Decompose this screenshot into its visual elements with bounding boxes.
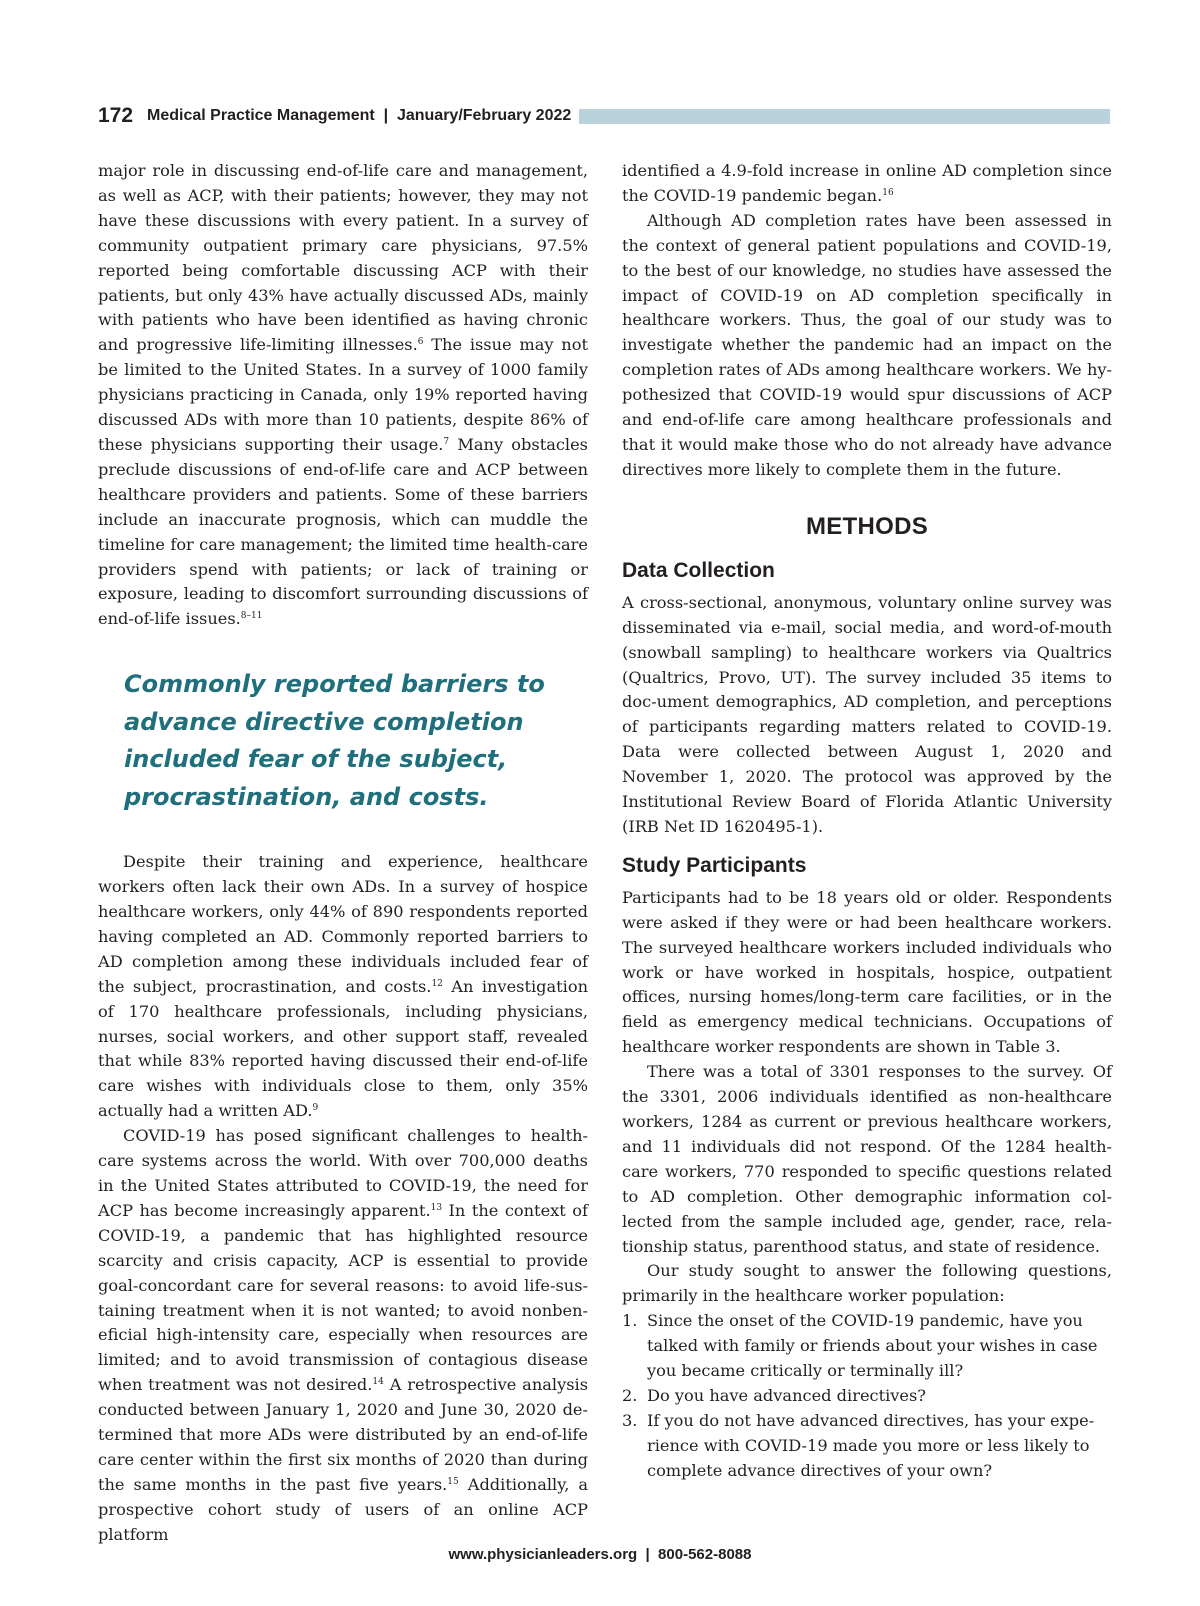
- left-paragraph-3: COVID-19 has posed significant challenges to health-care systems across the world. With over 700,000 deaths in the United States attributed to COVID-19, the need for ACP has become increasingly apparent.$^{13}$ In the context of COVID-19, a pandemic that has highlighted resource scarcity and crisis capacity, ACP is essential to provide goal-concordant care for several reasons: to avoid life-sus-taining treatment when it is not wanted; to avoid nonben-eficial high-intensity care, especially when resources are limited; and to avoid transmission of contagious disease when treatment was not desired.$^{14}$ A retrospective analysis conducted between January 1, 2020 and June 30, 2020 de-termined that more ADs were distributed by an end-of-life care center within the first six months of 2020 than during the same months in the past five years.$^{15}$ Additionally, a prospective cohort study of users of an online ACP platform: [98, 1126, 589, 1544]
- journal-title: Medical Practice Management | January/February 2022: [147, 107, 572, 124]
- page-number: 172: [98, 104, 134, 127]
- methods-heading: METHODS: [805, 512, 929, 540]
- participants-paragraph-1: Participants had to be 18 years old or older. Respondents were asked if they were or had been healthcare workers. The surveyed healthcare workers included individuals who work or have worked in hospitals, hospice, outpatient offices, nursing homes/long-term care facilities, or in the field as emergency medical technicians. Occupations of healthcare worker respondents are shown in Table 3.: [622, 887, 1112, 1057]
- study-participants-heading: Study Participants: [622, 853, 807, 877]
- question-item: 2. Do you have advanced directives?: [622, 1385, 926, 1405]
- question-item: 3. If you do not have advanced directives, has your expe-rience with COVID-19 made you more or less likely to complete advance directives of your own?: [622, 1410, 1095, 1480]
- question-item: 1. Since the onset of the COVID-19 pandemic, have you talked with family or friends about your wishes in case you became critically or terminally ill?: [622, 1311, 1098, 1381]
- participants-paragraph-2: There was a total of 3301 responses to the survey. Of the 3301, 2006 individuals identified as non-healthcare workers, 1284 as current or previous healthcare workers, and 11 individuals did not respond. Of the 1284 health-care workers, 770 responded to specific questions related to AD completion. Other demographic information col-lected from the sample included age, gender, race, rela-tionship status, parenthood status, and state of residence.: [622, 1062, 1112, 1256]
- left-paragraph-2: Despite their training and experience, healthcare workers often lack their own ADs. In a survey of hospice healthcare workers, only 44% of 890 respondents reported having completed an AD. Commonly reported barriers to AD completion among these individuals included fear of the subject, procrastination, and costs.$^{12}$ An investigation of 170 healthcare professionals, including physicians, nurses, social workers, and other support staff, revealed that while 83% reported having discussed their end-of-life care wishes with individuals close to them, only 35% actually had a written AD.$^9$: [98, 852, 589, 1121]
- right-column: [622, 159, 1112, 1484]
- data-collection-heading: Data Collection: [622, 558, 775, 582]
- participants-paragraph-3: Our study sought to answer the following questions, primarily in the healthcare worker population:: [622, 1261, 1112, 1306]
- left-paragraph-1: major role in discussing end-of-life care and management, as well as ACP, with their patients; however, they may not have these discussions with every patient. In a survey of community outpatient primary care physicians, 97.5% reported being comfortable discussing ACP with their patients, but only 43% have actually discussed ADs, mainly with patients who have been identified as having chronic and progressive life-limiting illnesses.$^6$ The issue may not be limited to the United States. In a survey of 1000 family physicians practicing in Canada, only 19% reported having discussed ADs with more than 10 patients, despite 86% of these physicians supporting their usage.$^7$ Many obstacles preclude discussions of end-of-life care and ACP between healthcare providers and patients. Some of these barriers include an inaccurate prognosis, which can muddle the timeline for care management; the limited time health-care providers spend with patients; or lack of training or exposure, leading to discomfort surrounding discussions of end-of-life issues.$^{8-11}$: [98, 161, 588, 629]
- data-collection-paragraph: A cross-sectional, anonymous, voluntary online survey was disseminated via e-mail, social media, and word-of-mouth (snowball sampling) to healthcare workers via Qualtrics (Qualtrics, Provo, UT). The survey included 35 items to doc-ument demographics, AD completion, and perceptions of participants regarding matters related to COVID-19. Data were collected between August 1, 2020 and November 1, 2020. The protocol was approved by the Institutional Review Board of Florida Atlantic University (IRB Net ID 1620495-1).: [622, 592, 1112, 836]
- research-questions: [622, 1309, 1112, 1483]
- header-rule: [579, 109, 1110, 124]
- left-column: [98, 159, 588, 1548]
- pull-quote: Commonly reported barriers to advance directive completion included fear of the subject, procrastination, and costs.: [124, 670, 545, 811]
- page-footer: www.physicianleaders.org | 800-562-8088: [448, 1546, 752, 1563]
- right-paragraph-1: identified a 4.9-fold increase in online AD completion since the COVID-19 pandemic began.$^{16}$: [622, 161, 1112, 205]
- page-header: [98, 100, 1110, 132]
- right-paragraph-2: Although AD completion rates have been assessed in the context of general patient populations and COVID-19, to the best of our knowledge, no studies have assessed the impact of COVID-19 on AD completion specifically in healthcare workers. Thus, the goal of our study was to investigate whether the pandemic had an impact on the completion rates of ADs among healthcare workers. We hy-pothesized that COVID-19 would spur discussions of ACP and end-of-life care among healthcare professionals and that it would make those who do not already have advance directives more likely to complete them in the future.: [622, 210, 1112, 479]
